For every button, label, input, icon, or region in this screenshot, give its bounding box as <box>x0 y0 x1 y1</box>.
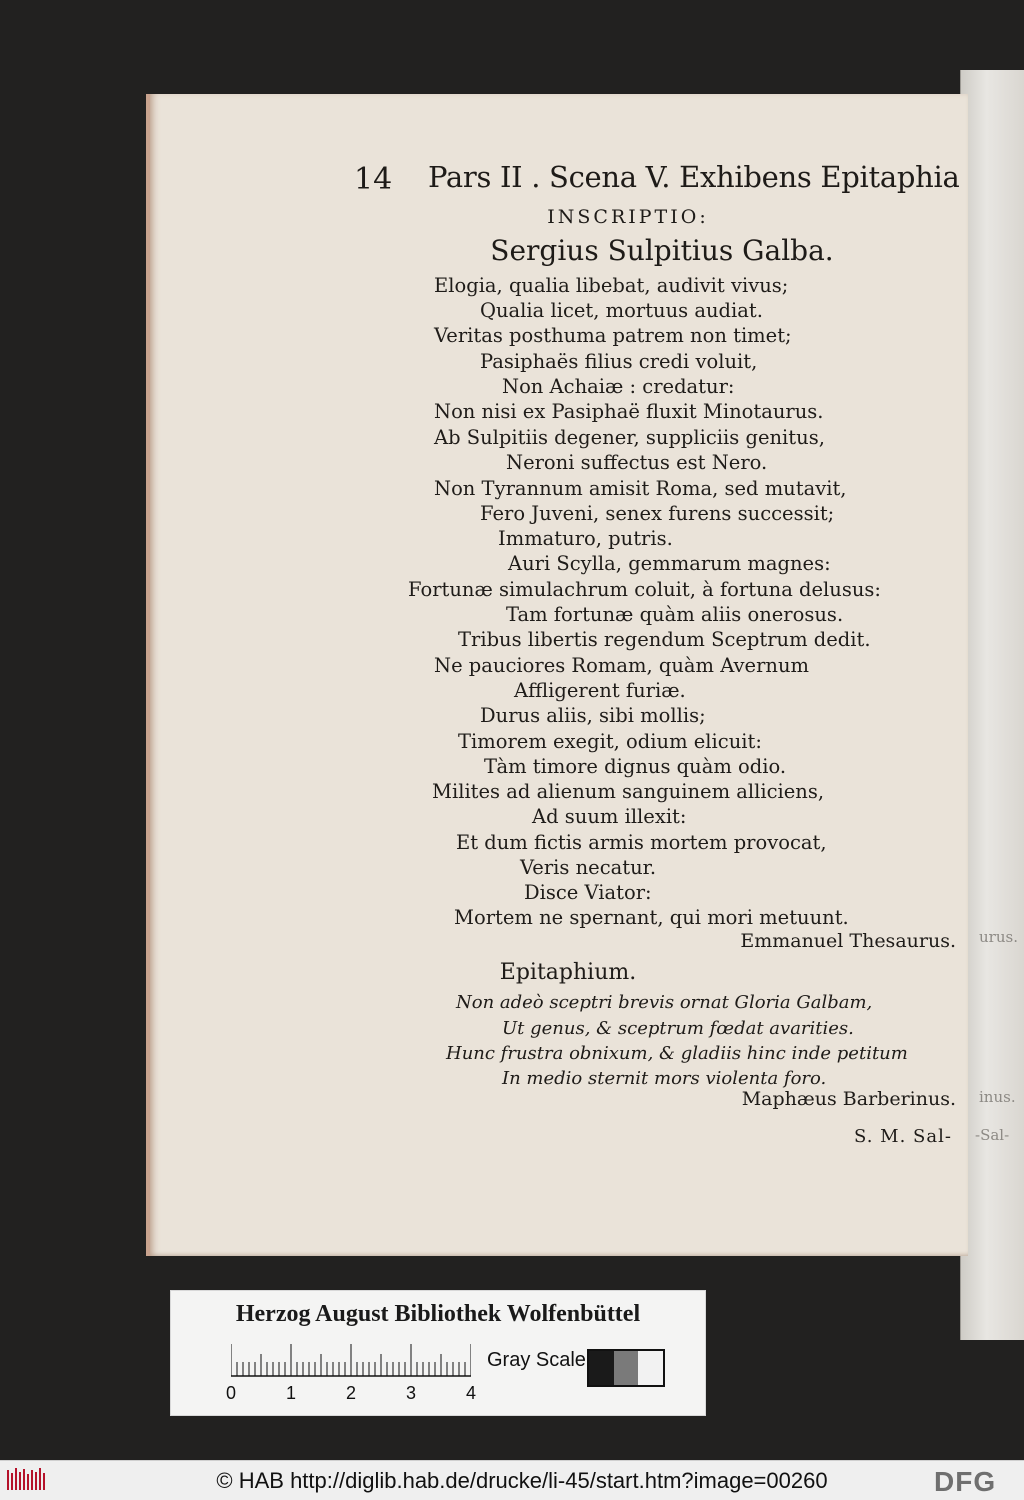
section-heading: INSCRIPTIO: <box>547 206 709 228</box>
author-attribution: Emmanuel Thesaurus. <box>740 930 956 952</box>
epitaph-line: Hunc frustra obnixum, & gladiis hinc inde petitum <box>446 1043 908 1064</box>
ruler-number: 1 <box>285 1383 297 1403</box>
bleed-through-text: -Sal- <box>975 1126 1010 1144</box>
bleed-through-text: urus. <box>979 928 1018 946</box>
verse-line: Non nisi ex Pasiphaë fluxit Minotaurus. <box>434 400 824 423</box>
ruler-number: 0 <box>225 1383 237 1403</box>
catchword: S. M. Sal- <box>854 1126 952 1147</box>
gray-scale-swatches <box>587 1349 665 1387</box>
next-leaf-edge <box>960 70 1024 1340</box>
verse-line: Qualia licet, mortuus audiat. <box>480 299 763 322</box>
epitaph-line: Ut genus, & sceptrum fœdat avarities. <box>502 1018 854 1039</box>
verse-line: Ad suum illexit: <box>532 805 687 828</box>
running-head: Pars II . Scena V. Exhibens Epitaphia <box>428 160 960 194</box>
gray-swatch <box>638 1351 663 1385</box>
epitaph-heading: Epitaphium. <box>499 960 637 985</box>
dfg-logo: DFG <box>934 1466 997 1497</box>
book-page <box>146 94 968 1256</box>
ruler-number: 4 <box>465 1383 477 1403</box>
verse-line: Ab Sulpitiis degener, suppliciis genitus, <box>434 426 825 449</box>
verse-line: Durus aliis, sibi mollis; <box>480 704 706 727</box>
gray-swatch <box>614 1351 639 1385</box>
copyright-url: © HAB http://diglib.hab.de/drucke/li-45/start.htm?image=00260 <box>216 1468 828 1493</box>
verse-line: Pasiphaës filius credi voluit, <box>480 350 758 373</box>
verse-line: Affligerent furiæ. <box>514 679 686 702</box>
verse-line: Tam fortunæ quàm aliis onerosus. <box>506 603 844 626</box>
gray-swatch <box>589 1351 614 1385</box>
author-attribution: Maphæus Barberinus. <box>741 1088 956 1110</box>
verse-line: Milites ad alienum sanguinem alliciens, <box>432 780 825 803</box>
verse-line: Tribus libertis regendum Sceptrum dedit. <box>458 628 871 651</box>
verse-line: Timorem exegit, odium elicuit: <box>458 730 762 753</box>
verse-line: Auri Scylla, gemmarum magnes: <box>508 552 831 575</box>
verse-line: Fortunæ simulachrum coluit, à fortuna delusus: <box>408 578 881 601</box>
verse-line: Disce Viator: <box>524 881 652 904</box>
verse-line: Ne pauciores Romam, quàm Avernum <box>434 654 809 677</box>
page-number: 14 <box>354 162 393 197</box>
verse-line: Fero Juveni, senex furens successit; <box>480 502 835 525</box>
epitaph-line: In medio sternit mors violenta foro. <box>502 1068 827 1089</box>
library-name: Herzog August Bibliothek Wolfenbüttel <box>235 1301 641 1327</box>
bleed-through-text: inus. <box>979 1088 1016 1106</box>
ruler-number: 2 <box>345 1383 357 1403</box>
color-calibration-card <box>170 1290 706 1416</box>
verse-line: Non Tyrannum amisit Roma, sed mutavit, <box>434 477 847 500</box>
verse-line: Elogia, qualia libebat, audivit vivus; <box>434 274 789 297</box>
gray-scale-label: Gray Scale <box>487 1349 586 1371</box>
verse-line: Veritas posthuma patrem non timet; <box>434 324 792 347</box>
verse-line: Neroni suffectus est Nero. <box>506 451 768 474</box>
verse-line: Veris necatur. <box>520 856 657 879</box>
verse-line: Non Achaiæ : credatur: <box>502 375 735 398</box>
verse-line: Et dum fictis armis mortem provocat, <box>456 831 827 854</box>
epitaph-line: Non adeò sceptri brevis ornat Gloria Galbam, <box>456 992 873 1013</box>
verse-line: Tàm timore dignus quàm odio. <box>484 755 787 778</box>
ruler-scale <box>231 1343 471 1377</box>
subject-title: Sergius Sulpitius Galba. <box>490 234 834 267</box>
verse-line: Mortem ne spernant, qui mori metuunt. <box>454 906 849 929</box>
verse-line: Immaturo, putris. <box>498 527 673 550</box>
viewer-footer <box>0 1460 1024 1500</box>
ruler-number: 3 <box>405 1383 417 1403</box>
